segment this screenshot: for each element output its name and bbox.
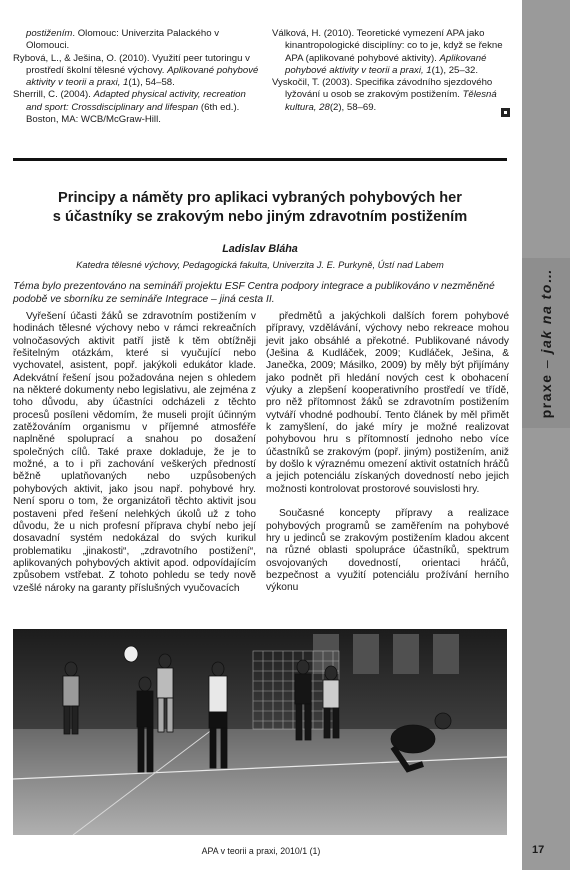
paragraph: Současné koncepty přípravy a realizace pohybových programů se zaměřením na pohybové hry u jedinců se zrakovým postižením kladou akcent na různé oblasti spolupráce účastníků, spektrum osvojovaných dovedností, orientaci hráčů, bezpečnost a využití potenciálu prožívání herního výkonu [266,508,509,594]
body-column-left [13,311,256,595]
end-of-article-icon [501,108,510,117]
paragraph: předmětů a jakýchkoli dalších forem pohybové přípravy, vzdělávání, výchovy nebo rekreace mohou jevit jako obsáhlé a překotné. Publikované návody (Ješina & Kudláček, 2009; Kudláček, Ješina, & Janečka, 2009; Másilko, 2009) by měly být přijímány jako podnět při hledání nových cest k obohacení výuky a zlepšení kooperativního prostředí ve třídě, pro něž přítomnost žáků se zdravotním postižením vytváří vhodné podhoubí. Tento článek by měl přimět k zamyšlení, do jaké míry je možné realizovat pohybovou hru s přítomností jednoho nebo více účastníků se zrakovým (popř. jiným) postižením, aniž by došlo k výraznému omezení aktivit ostatních hráčů a jejich potenciálu získaných dovedností nebo jejich možnosti kontrolovat prostorové souvislosti hry. [266,311,509,495]
reference-text: . Olomouc: Univerzita Palackého v Olomouci. [26,28,220,52]
affiliation: Katedra tělesné výchovy, Pedagogická fakulta, Univerzita J. E. Purkyně, Ústí nad Labem [76,259,444,270]
reference-text: (1), 54–58. [128,77,175,89]
game-photo [13,629,507,835]
footer-journal: APA v teorii a praxi, 2010/1 (1) [201,846,321,856]
reference-text: Rybová, L., & Ješina, O. (2010). Využití peer tutoringu v prostředí školní tělesné výchovy. [13,52,250,76]
reference-text: Vyskočil, T. (2003). Specifika závodního sjezdového lyžování u osob se zrakovým postižením. [272,77,493,101]
reference-text: Aplikované pohybové aktivity v teorii a praxi, 1 [26,64,259,89]
references-left [13,28,263,126]
author: Ladislav Bláha [222,243,298,255]
reference-text: (6th ed.). Boston, MA: WCB/McGraw-Hill. [26,101,240,126]
reference-text: (2), 58–69. [329,101,377,113]
references-right [272,28,514,114]
section-label: praxe – jak na to… [538,267,554,419]
intro-note: Téma bylo prezentováno na semináři projektu ESF Centra podpory integrace a publikováno v nezměněné podobě ve sborníku ze semináře Integrace – jiná cesta II. [13,281,495,305]
reference-text: Válková, H. (2010). Teoretické vymezení APA jako kinantropologické disciplíny: co to je, když se řekne APA (aplikované pohybové aktivity). [272,28,503,64]
reference-entry [272,77,514,114]
reference-text: postižením [26,28,73,39]
page-number: 17 [532,844,545,856]
section-divider [13,158,507,161]
reference-text: (1), 25–32. [431,64,479,76]
reference-entry [272,28,514,77]
reference-text: Tělesná kultura, 28 [285,89,497,113]
paragraph: Vyřešení účasti žáků se zdravotním postižením v hodinách tělesné výchovy nebo v rámci rekreačních volnočasových aktivit patří jistě k těm obtížněji řešitelným otázkám, které si vyučující nebo vychovatel, asistent, popř. jakýkoli edukátor klade. Adekvátní řešení jsou požadována nejen s ohledem na některé dokumenty nebo legislativu, ale zejména z toho důvodu, aby účastníci odcházeli z těchto procesů posíleni vědomím, že museli projít účinným zatěžováním organismu v příjemné atmosféře naplněné spoluprací a snahou po dosažení společných cílů. Také praxe dokladuje, že je to možné, a to i při zachování veškerých předností běžně uplatňovaných nebo uzpůsobených pohybových aktivit, jako jsou např. pohybové hry. Není sporu o tom, že organizátoři těchto aktivit jsou postaveni před řešení nelehkých úkolů už z toho důvodu, že u nich profesní příprava chybí nebo její dosavadní systém nedokázal do svých kurikul problematiku „jinakosti“, „zdravotního postižení“, aplikovaných pohybových aktivit apod. odpovídajícím způsobem vstřebat. Z tohoto pohledu se tedy nově vzešlé nároky na garanty příslušných vyučovacích [13,311,256,594]
reference-entry [13,53,263,90]
reference-text: Adapted physical activity, recreation and sport: Crossdisciplinary and lifespan [26,89,246,113]
article-title: Principy a náměty pro aplikaci vybraných pohybových her s účastníky se zrakovým nebo jiným zdravotním postižením [52,190,468,225]
reference-entry [13,28,263,53]
reference-text: Aplikované pohybové aktivity v teorii a praxi, 1 [285,52,487,76]
sidebar-bar [522,0,570,870]
body-column-right [266,311,509,595]
reference-text: Sherrill, C. (2004). [13,89,94,101]
reference-entry [13,89,263,126]
